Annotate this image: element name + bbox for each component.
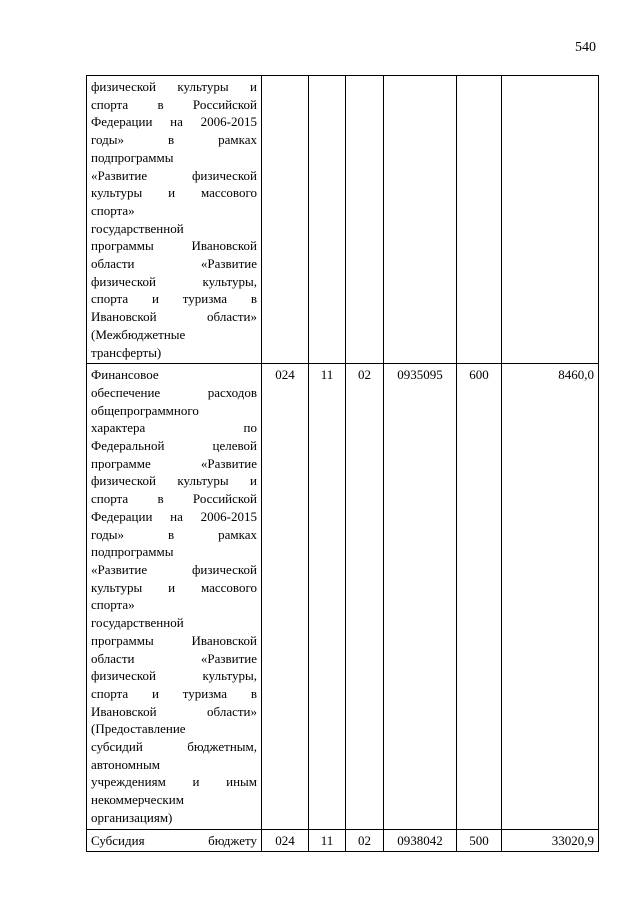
description-cell: Финансовое обеспечение расходов общепрограммного характера по Федеральной целевой программе «Развитие физической культуры и спорта в Российской Федерации на 2006-2015 годы» в рамках подпрограммы «Развитие физической культуры и массового спорта» государственной программы Ивановской области «Развитие физической культуры, спорта и туризма в Ивановской области» (Предоставление субсидий бюджетным, автономным учреждениям и иным некоммерческим организациям) — [87, 364, 262, 829]
subsection-code-cell: 02 — [346, 829, 384, 852]
target-code-cell: 0935095 — [384, 364, 457, 829]
table-row — [87, 829, 599, 852]
table-row — [87, 76, 599, 364]
subsection-code-cell — [346, 76, 384, 364]
ministry-code-cell — [262, 76, 309, 364]
target-code-cell — [384, 76, 457, 364]
description-cell: физической культуры и спорта в Российской Федерации на 2006-2015 годы» в рамках подпрограммы «Развитие физической культуры и массового спорта» государственной программы Ивановской области «Развитие физической культуры, спорта и туризма в Ивановской области» (Межбюджетные трансферты) — [87, 76, 262, 364]
section-code-cell — [309, 76, 346, 364]
section-code-cell: 11 — [309, 829, 346, 852]
page-number: 540 — [575, 40, 596, 55]
expense-type-cell: 500 — [457, 829, 502, 852]
table-row — [87, 364, 599, 829]
amount-cell: 33020,9 — [502, 829, 599, 852]
ministry-code-cell: 024 — [262, 364, 309, 829]
ministry-code-cell: 024 — [262, 829, 309, 852]
target-code-cell: 0938042 — [384, 829, 457, 852]
budget-table — [86, 75, 599, 852]
description-cell: Субсидия бюджету — [87, 829, 262, 852]
expense-type-cell: 600 — [457, 364, 502, 829]
amount-cell: 8460,0 — [502, 364, 599, 829]
amount-cell — [502, 76, 599, 364]
section-code-cell: 11 — [309, 364, 346, 829]
subsection-code-cell: 02 — [346, 364, 384, 829]
expense-type-cell — [457, 76, 502, 364]
